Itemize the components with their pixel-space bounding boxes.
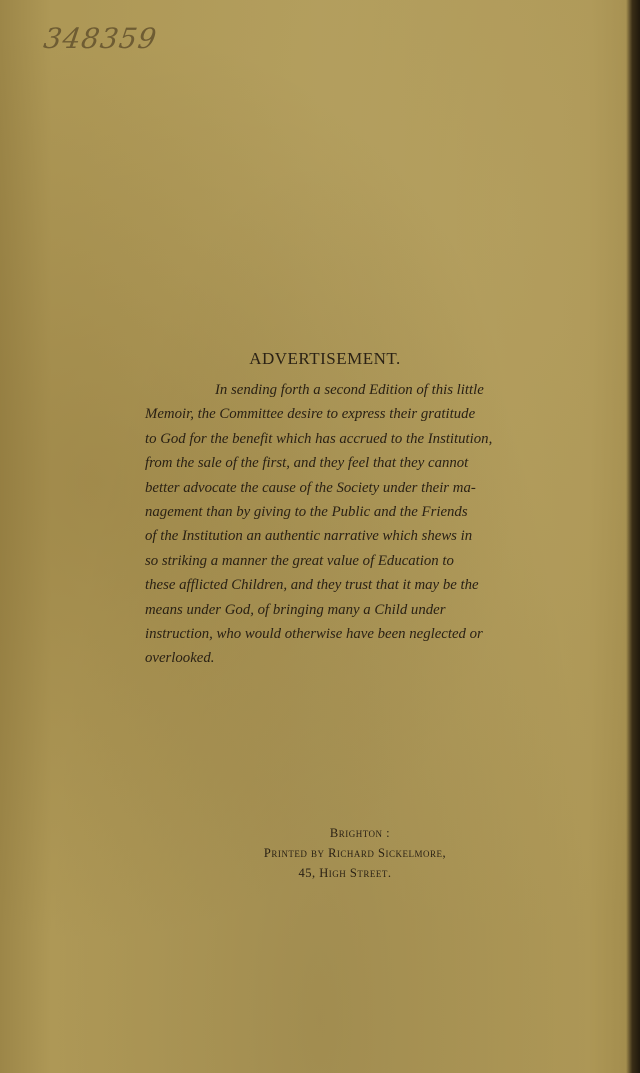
body-line: from the sale of the first, and they feel that they cannot	[145, 455, 469, 472]
page-edge-shadow	[626, 0, 640, 1073]
advertisement-title: ADVERTISEMENT.	[249, 349, 401, 368]
imprint-address: 45, High Street.	[298, 866, 392, 880]
handwritten-shelfmark: 348359	[41, 22, 160, 55]
body-line: so striking a manner the great value of Education to	[145, 552, 454, 569]
imprint-printer: Printed by Richard Sickelmore,	[263, 846, 447, 860]
body-line: better advocate the cause of the Society under their ma-	[145, 479, 476, 496]
body-line: to God for the benefit which has accrued to the Institution,	[145, 430, 493, 447]
body-line: of the Institution an authentic narrative which shews in	[145, 528, 473, 545]
imprint-place: Brighton :	[329, 826, 391, 840]
body-line: these afflicted Children, and they trust that it may be the	[145, 577, 479, 594]
body-line: Memoir, the Committee desire to express their gratitude	[145, 406, 476, 423]
advertisement-body	[145, 378, 570, 671]
body-line: overlooked.	[145, 650, 215, 667]
body-line: means under God, of bringing many a Child under	[145, 601, 446, 618]
body-line: In sending forth a second Edition of this little	[215, 382, 484, 398]
body-line: instruction, who would otherwise have been neglected or	[145, 626, 483, 643]
body-line: nagement than by giving to the Public and the Friends	[145, 504, 468, 521]
